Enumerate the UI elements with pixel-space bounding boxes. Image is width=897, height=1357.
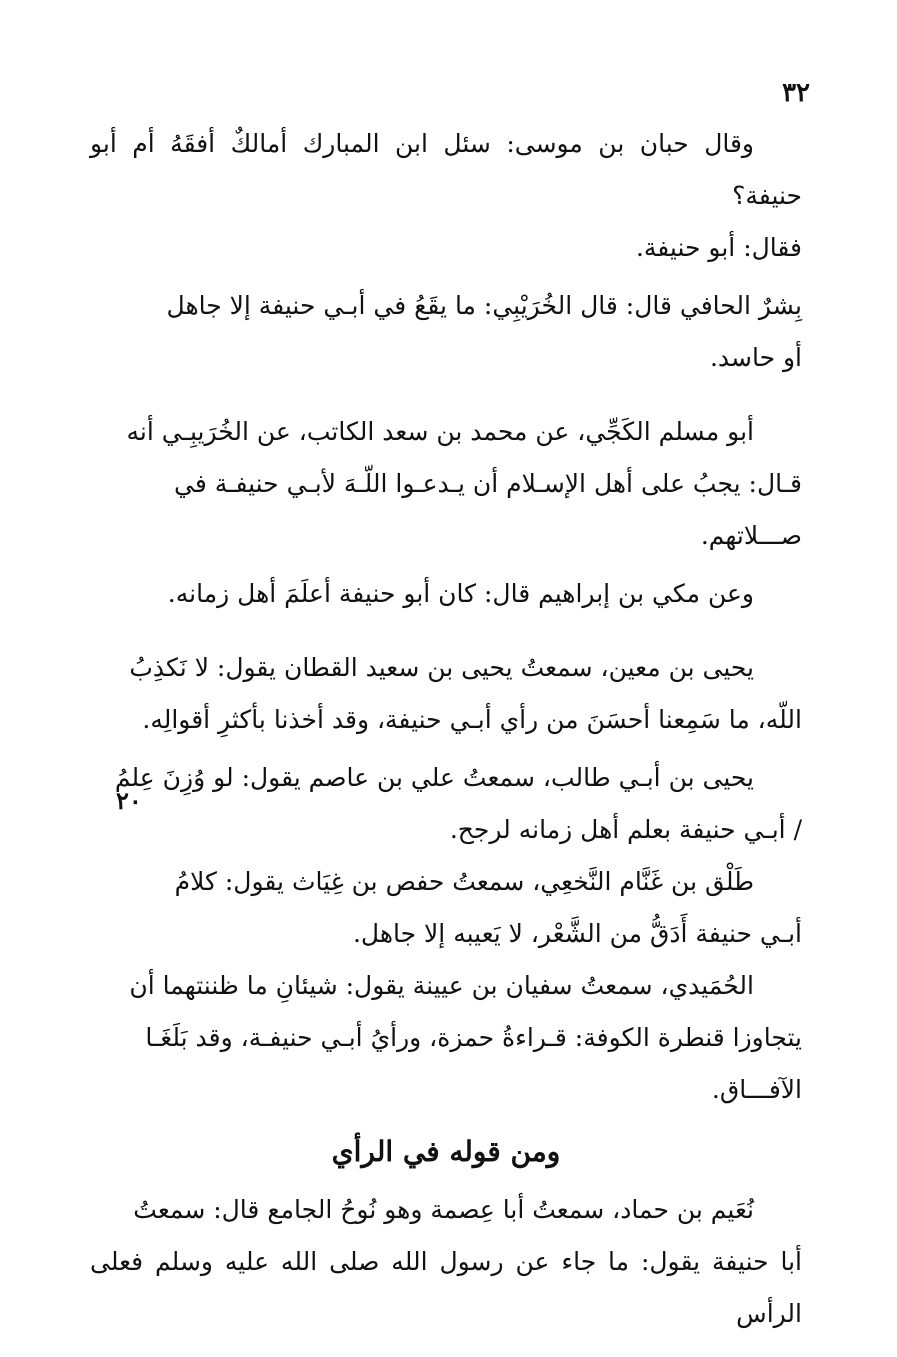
- section-paragraph-line-1: نُعَيم بن حماد، سمعتُ أبا عِصمة وهو نُوحُ الجامع قال: سمعتُ: [133, 1195, 754, 1224]
- paragraph-1-line-2: فقال: أبو حنيفة.: [635, 233, 802, 262]
- paragraph-5-line-2: اللّه، ما سَمِعنا أحسَنَ من رأي أبـي حنيفة، وقد أخذنا بأكثرِ أقوالِه.: [142, 705, 802, 734]
- paragraph-8-line-2: يتجاوزا قنطرة الكوفة: قـراءةُ حمزة، ورأيُ أبـي حنيفـة، وقد بَلَغَـا: [145, 1023, 802, 1052]
- paragraph-5-line-1: يحيى بن معين، سمعتُ يحيى بن سعيد القطان يقول: لا نَكذِبُ: [129, 653, 754, 682]
- section-paragraph-line-2: أبا حنيفة يقول: ما جاء عن رسول الله صلى الله عليه وسلم فعلى الرأس: [90, 1247, 802, 1328]
- section-heading: ومن قوله في الرأي: [331, 1135, 561, 1168]
- manuscript-folio-marker: ٢٠: [116, 786, 142, 815]
- paragraph-3-line-3: صـــلاتهم.: [700, 521, 802, 550]
- paragraph-3-line-2: قـال: يجبُ على أهل الإسـلام أن يـدعـوا اللّـهَ لأبـي حنيفـة في: [173, 469, 802, 498]
- paragraph-3-line-1: أبو مسلم الكَجِّي، عن محمد بن سعد الكاتب، عن الخُرَيبِـي أنه: [126, 417, 754, 446]
- paragraph-2-line-2: أو حاسد.: [709, 343, 802, 372]
- paragraph-2-line-1: بِشرٌ الحافي قال: قال الخُرَيْبِي: ما يقَعُ في أبـي حنيفة إلا جاهل: [166, 291, 802, 320]
- paragraph-6-line-2: / أبـي حنيفة بعلم أهل زمانه لرجح.: [449, 815, 802, 844]
- paragraph-8-line-1: الحُمَيدي، سمعتُ سفيان بن عيينة يقول: شيئانِ ما ظننتهما أن: [129, 971, 754, 1000]
- paragraph-6-line-1: يحيى بن أبـي طالب، سمعتُ علي بن عاصم يقول: لو وُزِنَ عِلمُ: [114, 763, 754, 792]
- paragraph-4-line-1: وعن مكي بن إبراهيم قال: كان أبو حنيفة أعلَمَ أهل زمانه.: [167, 579, 754, 608]
- paragraph-7-line-1: طَلْق بن غَنَّام النَّخعِي، سمعتُ حفص بن غِيَاث يقول: كلامُ: [174, 867, 754, 896]
- paragraph-7-line-2: أبـي حنيفة أَدَقُّ من الشَّعْر، لا يَعيبه إلا جاهل.: [352, 919, 802, 948]
- paragraph-1-line-1: وقال حبان بن موسى: سئل ابن المبارك أمالكٌ أفقَهُ أم أبو حنيفة؟: [90, 129, 802, 210]
- page-number: ٣٢: [782, 78, 810, 108]
- paragraph-8-line-3: الآفـــاق.: [711, 1075, 802, 1104]
- text-body: [90, 118, 802, 1340]
